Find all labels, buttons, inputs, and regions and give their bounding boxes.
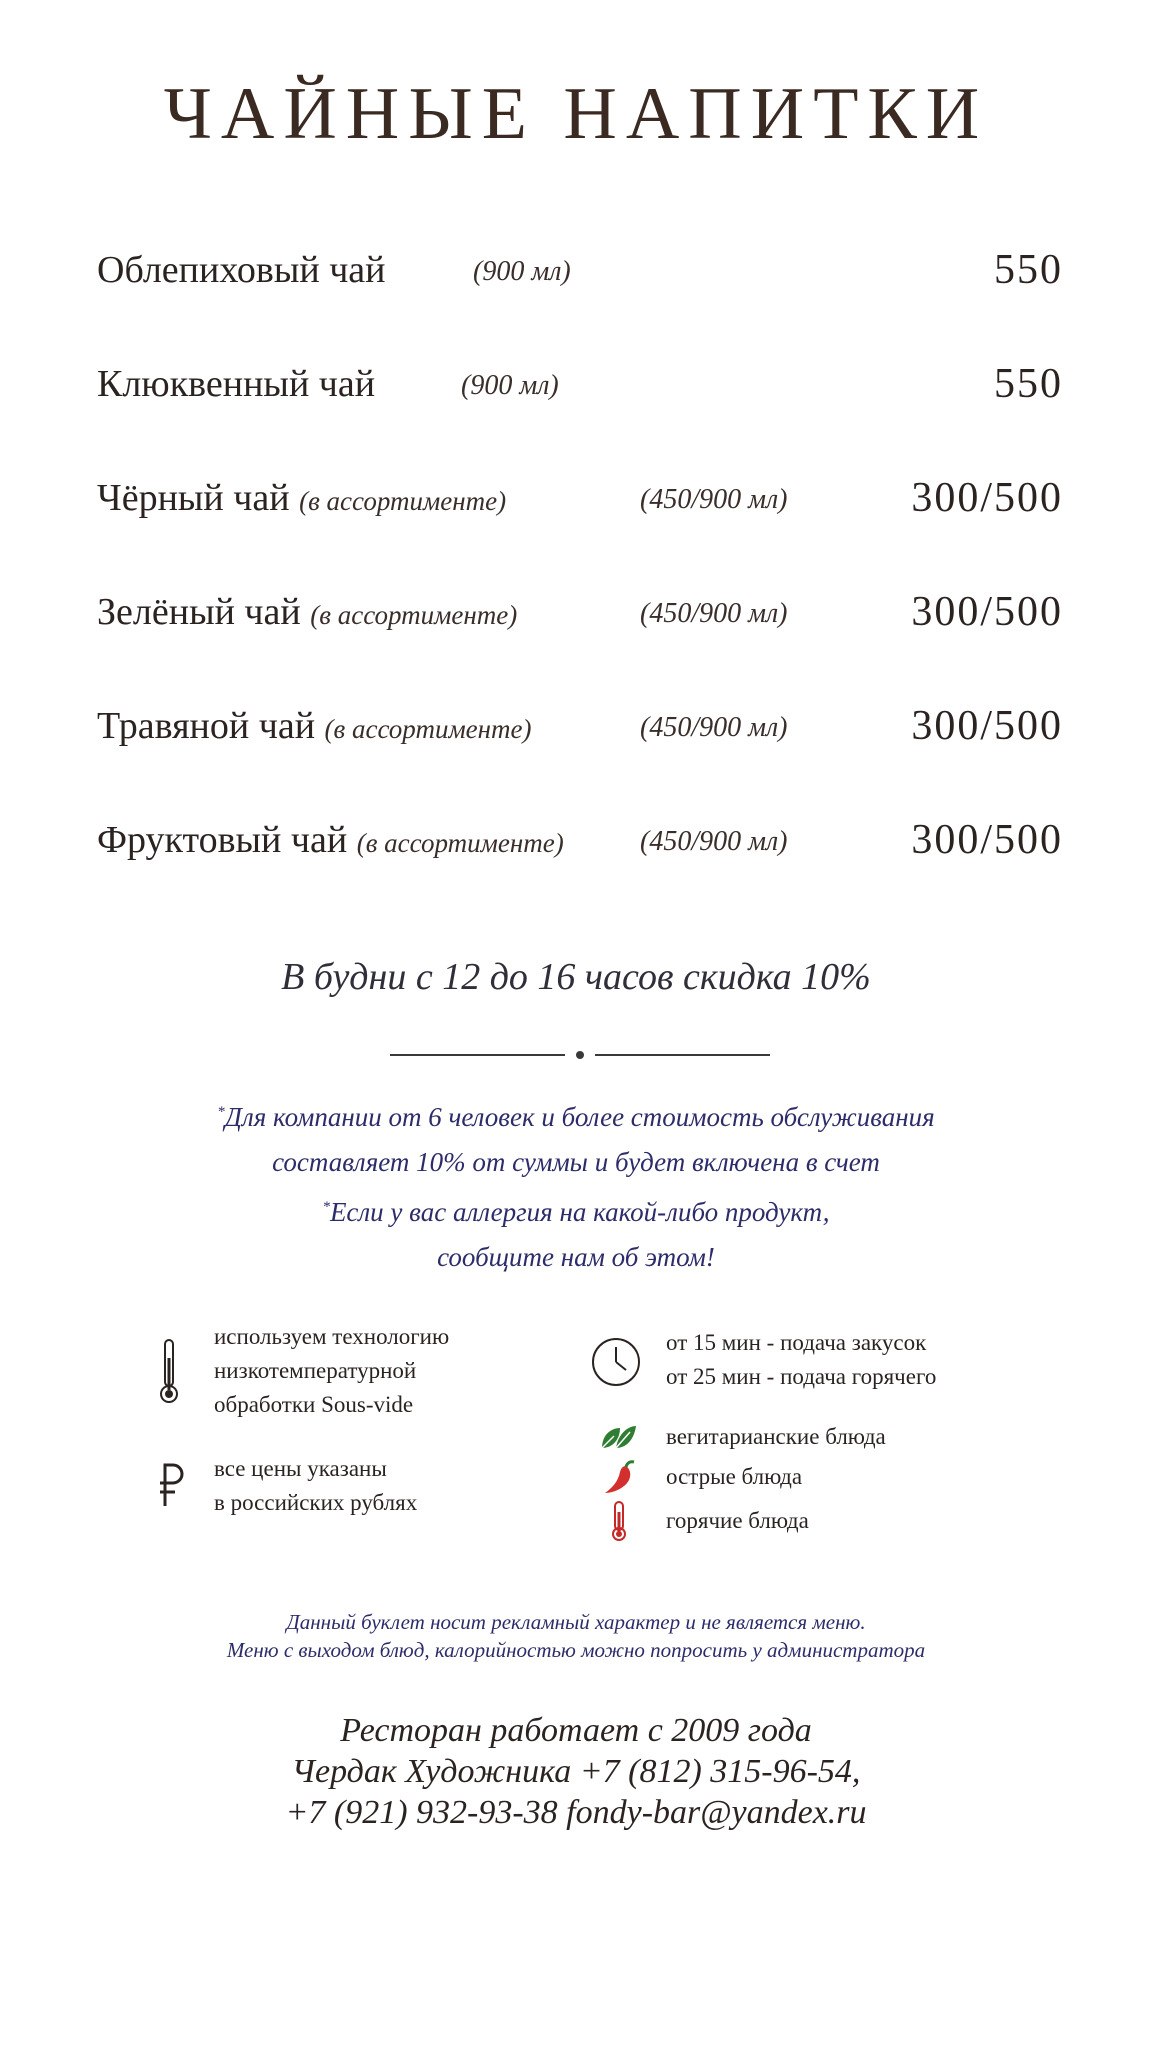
thermometer-icon [158,1338,180,1406]
ornament-divider [390,1048,770,1062]
menu-item [97,590,1063,660]
menu-item-name: Травяной чай (в ассортименте) [97,705,532,747]
disclaimer-line: Меню с выходом блюд, калорийностью можно попросить у администратора [226,1638,926,1662]
menu-item-volume: (450/900 мл) [640,484,788,515]
menu-item-name: Облепиховый чай [97,249,386,291]
allergy-note: *Если у вас аллергия на какой-либо продукт, [322,1197,830,1227]
menu-item-name: Фруктовый чай (в ассортименте) [97,819,564,861]
disclaimer [0,1608,1152,1664]
menu-item [97,476,1063,546]
leaf-icon [598,1422,638,1452]
menu-item-name: Чёрный чай (в ассортименте) [97,477,507,519]
footer-phone-email: +7 (921) 932-93-38 fondy-bar@yandex.ru [285,1794,867,1831]
clock-icon [590,1336,642,1388]
restaurant-contacts [0,1710,1152,1833]
timing-text: от 15 мин - подача закусок от 25 мин - подача горячего [666,1330,937,1389]
spicy-label: острые блюда [666,1464,803,1489]
menu-item-price: 300/500 [911,589,1063,635]
menu-item-price: 550 [994,247,1063,293]
disclaimer-line: Данный буклет носит рекламный характер и не является меню. [286,1610,866,1634]
hot-thermometer-icon [610,1500,628,1542]
menu-item-price: 550 [994,361,1063,407]
divider-line-right [595,1054,770,1056]
hot-label: горячие блюда [666,1508,809,1533]
menu-item-price: 300/500 [911,703,1063,749]
menu-item-price: 300/500 [911,475,1063,521]
menu-item-volume: (450/900 мл) [640,712,788,743]
service-charge-note: *Для компании от 6 человек и более стоимость обслуживания [217,1102,935,1132]
chili-pepper-icon [602,1460,636,1496]
divider-dot [576,1051,584,1059]
menu-item [97,362,1063,432]
weekday-discount: В будни с 12 до 16 часов скидка 10% [281,956,871,998]
menu-item-volume: (900 мл) [461,370,559,401]
service-notes [0,1090,1152,1280]
menu-item [97,704,1063,774]
footer-since: Ресторан работает с 2009 года [340,1712,812,1749]
vegetarian-label: вегитарианские блюда [666,1424,886,1449]
menu-item-volume: (450/900 мл) [640,598,788,629]
footer-phone: Чердак Художника +7 (812) 315-96-54, [291,1753,861,1790]
menu-item [97,248,1063,318]
menu-item-price: 300/500 [911,817,1063,863]
menu-item [97,818,1063,888]
menu-item-volume: (900 мл) [473,256,571,287]
service-charge-note-cont: составляет 10% от суммы и будет включена в счет [272,1147,880,1177]
page-title: ЧАЙНЫЕ НАПИТКИ [163,73,989,155]
menu-item-volume: (450/900 мл) [640,826,788,857]
menu-item-name: Зелёный чай (в ассортименте) [97,591,518,633]
sousvide-text: используем технологию низкотемпературной обработки Sous-vide [214,1324,450,1417]
divider-line-left [390,1054,565,1056]
ruble-icon [158,1462,184,1508]
menu-item-name: Клюквенный чай [97,363,376,405]
allergy-note-cont: сообщите нам об этом! [437,1242,715,1272]
rubles-text: все цены указаны в российских рублях [214,1456,418,1515]
